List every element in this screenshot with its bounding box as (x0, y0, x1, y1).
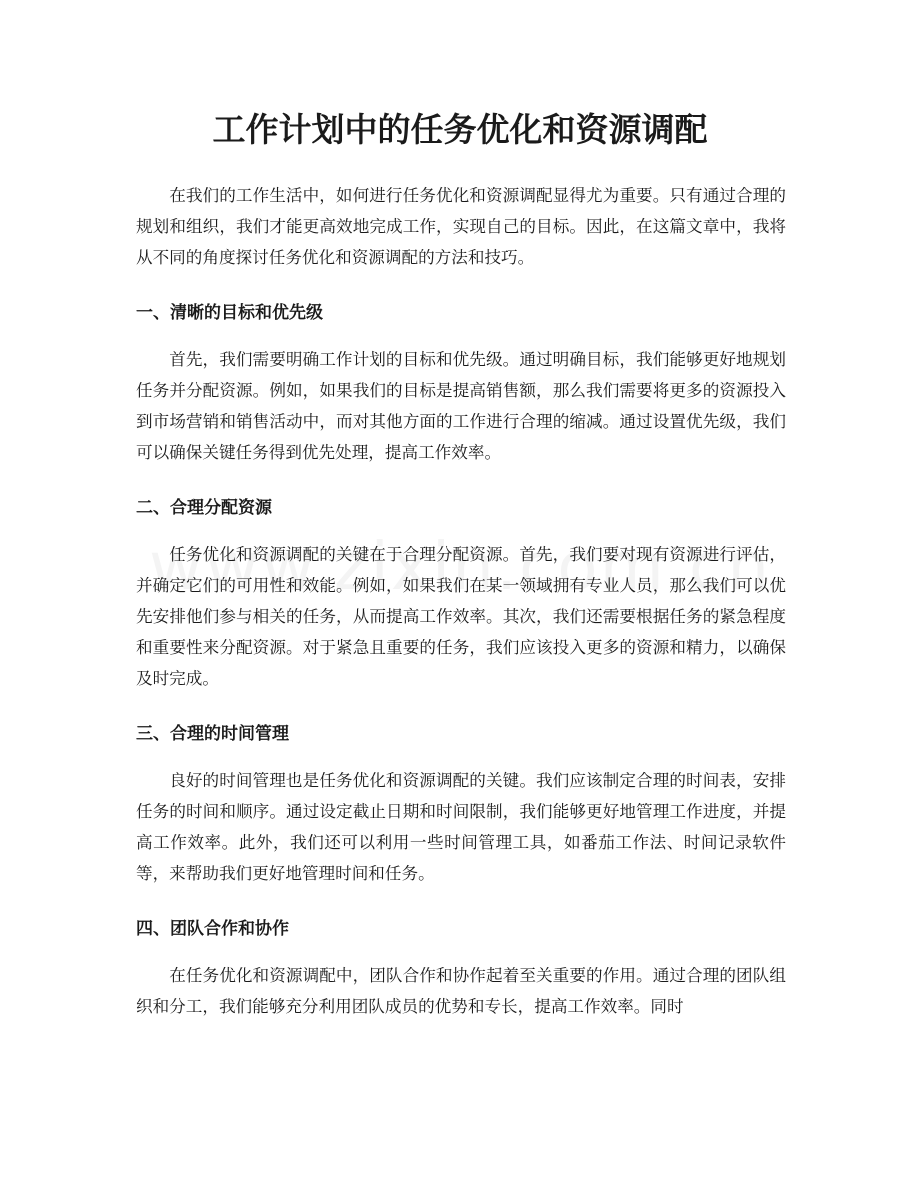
section-paragraph-4: 在任务优化和资源调配中，团队合作和协作起着至关重要的作用。通过合理的团队组织和分工，我们能够充分利用团队成员的优势和专长，提高工作效率。同时 (136, 966, 786, 1016)
section-paragraph-1: 首先，我们需要明确工作计划的目标和优先级。通过明确目标，我们能够更好地规划任务并分配资源。例如，如果我们的目标是提高销售额，那么我们需要将更多的资源投入到市场营销和销售活动中，而对其他方面的工作进行合理的缩减。通过设置优先级，我们可以确保关键任务得到优先处理，提高工作效率。 (136, 350, 786, 462)
section-paragraph-2: 任务优化和资源调配的关键在于合理分配资源。首先，我们要对现有资源进行评估，并确定它们的可用性和效能。例如，如果我们在某一领域拥有专业人员，那么我们可以优先安排他们参与相关的任务，从而提高工作效率。其次，我们还需要根据任务的紧急程度和重要性来分配资源。对于紧急且重要的任务，我们应该投入更多的资源和精力，以确保及时完成。 (136, 545, 786, 688)
section-heading-2: 二、合理分配资源 (136, 498, 272, 518)
document-body (136, 180, 786, 1022)
section-heading-4: 四、团队合作和协作 (136, 919, 289, 939)
section-paragraph-3: 良好的时间管理也是任务优化和资源调配的关键。我们应该制定合理的时间表，安排任务的时间和顺序。通过设定截止日期和时间限制，我们能够更好地管理工作进度，并提高工作效率。此外，我们还可以利用一些时间管理工具，如番茄工作法、时间记录软件等，来帮助我们更好地管理时间和任务。 (136, 771, 786, 883)
section-heading-1: 一、清晰的目标和优先级 (136, 303, 323, 323)
section-heading-3: 三、合理的时间管理 (136, 724, 289, 744)
document-title: 工作计划中的任务优化和资源调配 (212, 110, 708, 149)
intro-paragraph: 在我们的工作生活中，如何进行任务优化和资源调配显得尤为重要。只有通过合理的规划和组织，我们才能更高效地完成工作，实现自己的目标。因此，在这篇文章中，我将从不同的角度探讨任务优化和资源调配的方法和技巧。 (136, 186, 786, 267)
